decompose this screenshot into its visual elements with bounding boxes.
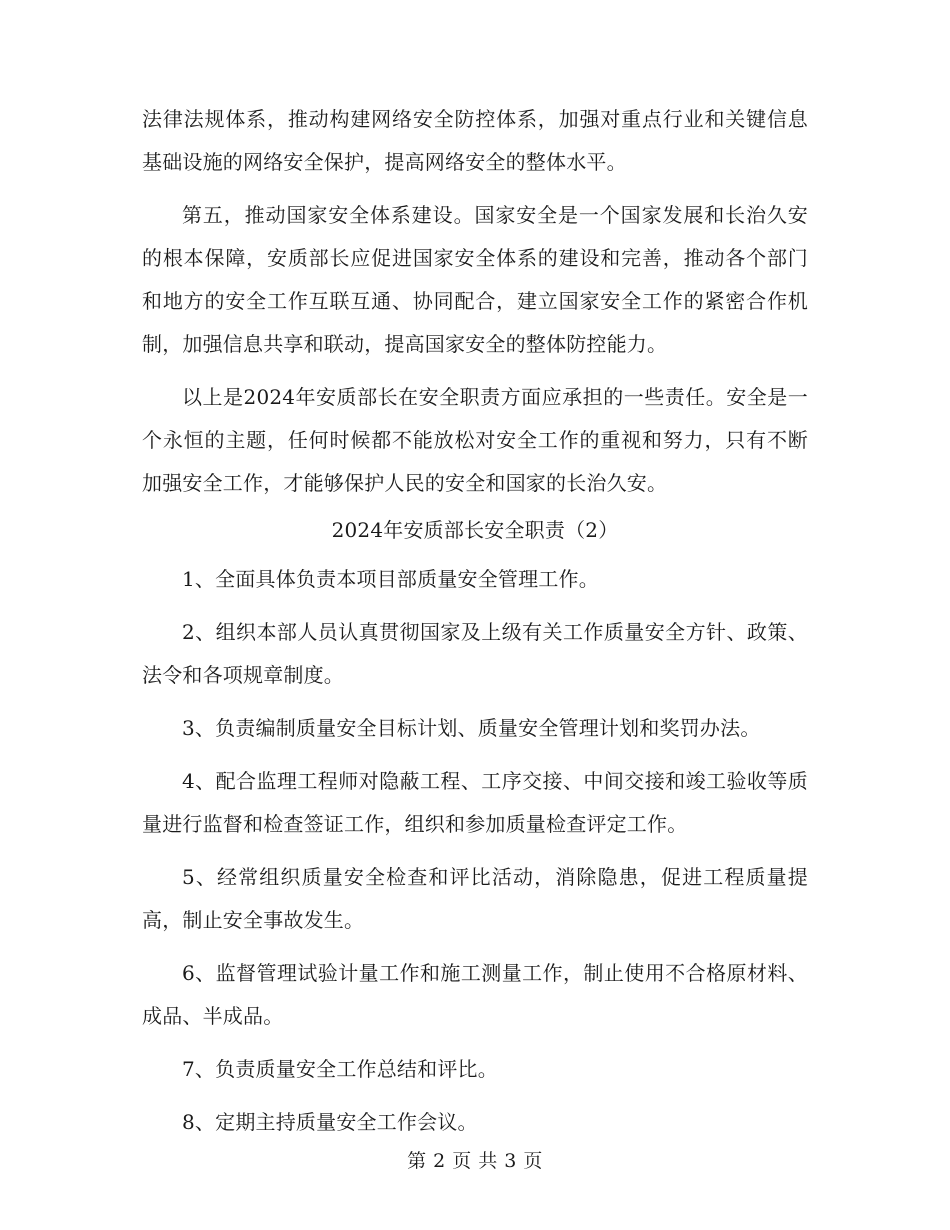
- list-item: 5、经常组织质量安全检查和评比活动，消除隐患，促进工程质量提高，制止安全事故发生。: [142, 865, 808, 932]
- list-item: 3、负责编制质量安全目标计划、质量安全管理计划和奖罚办法。: [182, 716, 761, 740]
- list-item: 4、配合监理工程师对隐蔽工程、工序交接、中间交接和竣工验收等质量进行监督和检查签证工作，组织和参加质量检查评定工作。: [142, 769, 808, 836]
- paragraph-summary: 以上是2024年安质部长在安全职责方面应承担的一些责任。安全是一个永恒的主题，任何时候都不能放松对安全工作的重视和努力，只有不断加强安全工作，才能够保护人民的安全和国家的长治久安。: [142, 385, 808, 495]
- list-item: 7、负责质量安全工作总结和评比。: [182, 1057, 498, 1081]
- document-body: [142, 98, 808, 1144]
- list-item: 1、全面具体负责本项目部质量安全管理工作。: [182, 567, 599, 591]
- section-title: 2024年安质部长安全职责（2）: [331, 518, 619, 542]
- paragraph-continuation: 法律法规体系，推动构建网络安全防控体系，加强对重点行业和关键信息基础设施的网络安全保护，提高网络安全的整体水平。: [142, 107, 808, 174]
- list-item: 6、监督管理试验计量工作和施工测量工作，制止使用不合格原材料、成品、半成品。: [142, 961, 808, 1028]
- list-item: 2、组织本部人员认真贯彻国家及上级有关工作质量安全方针、政策、法令和各项规章制度。: [142, 620, 808, 687]
- page-number-footer: 第 2 页 共 3 页: [407, 1150, 543, 1172]
- list-item: 8、定期主持质量安全工作会议。: [182, 1110, 478, 1134]
- paragraph-fifth-point: 第五，推动国家安全体系建设。国家安全是一个国家发展和长治久安的根本保障，安质部长应促进国家安全体系的建设和完善，推动各个部门和地方的安全工作互联互通、协同配合，建立国家安全工作的紧密合作机制，加强信息共享和联动，提高国家安全的整体防控能力。: [142, 203, 808, 356]
